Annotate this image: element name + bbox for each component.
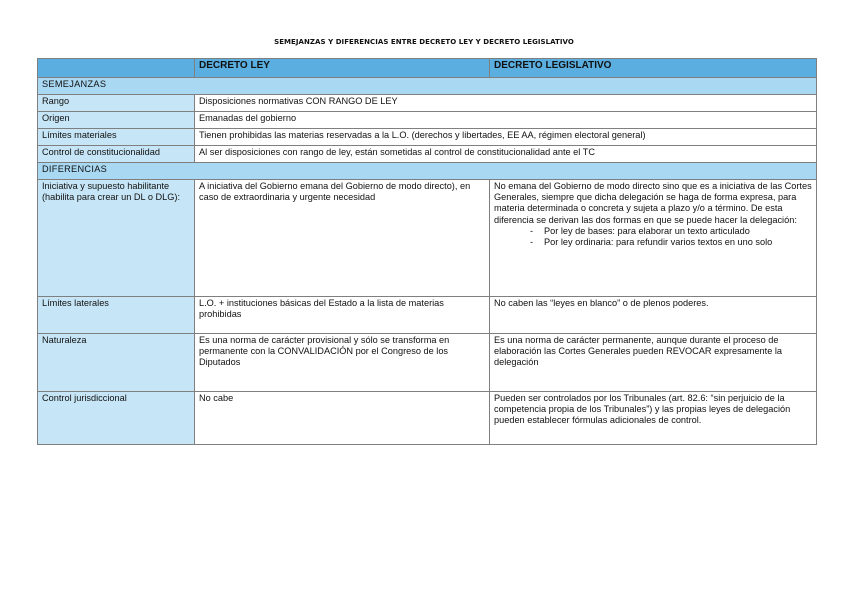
comparison-table — [37, 58, 817, 445]
row-value-limites-materiales: Tienen prohibidas las materias reservadas a la L.O. (derechos y libertades, EE AA, régimen electoral general) — [195, 129, 817, 146]
table-row — [38, 112, 817, 129]
row-label-control-jurisdiccional: Control jurisdiccional — [38, 392, 195, 445]
row-label-limites-materiales: Límites materiales — [38, 129, 195, 146]
delegacion-list — [494, 226, 812, 248]
section-label-semejanzas: SEMEJANZAS — [38, 78, 817, 95]
table-row — [38, 334, 817, 392]
section-row-diferencias — [38, 163, 817, 180]
header-empty-cell — [38, 59, 195, 78]
table-row — [38, 297, 817, 334]
row-decreto-ley-iniciativa: A iniciativa del Gobierno emana del Gobierno de modo directo), en caso de extraordinaria y urgente necesidad — [195, 180, 490, 297]
row-label-limites-laterales: Límites laterales — [38, 297, 195, 334]
table-row — [38, 392, 817, 445]
row-decreto-ley-control-jurisdiccional: No cabe — [195, 392, 490, 445]
row-value-control-constitucionalidad: Al ser disposiciones con rango de ley, están sometidas al control de constitucionalidad ante el TC — [195, 146, 817, 163]
row-decreto-legislativo-control-jurisdiccional: Pueden ser controlados por los Tribunales (art. 82.6: “sin perjuicio de la competencia propia de los Tribunales”) y las propias leyes de delegación pueden establecer fórmulas adicionales de control. — [490, 392, 817, 445]
table-row — [38, 180, 817, 297]
row-decreto-legislativo-iniciativa — [490, 180, 817, 297]
row-decreto-legislativo-naturaleza: Es una norma de carácter permanente, aunque durante el proceso de elaboración las Cortes Generales pueden REVOCAR expresamente la delegación — [490, 334, 817, 392]
row-label-iniciativa: Iniciativa y supuesto habilitante (habilita para crear un DL o DLG): — [38, 180, 195, 297]
table-header-row — [38, 59, 817, 78]
row-label-origen: Origen — [38, 112, 195, 129]
row-decreto-ley-limites-laterales: L.O. + instituciones básicas del Estado a la lista de materias prohibidas — [195, 297, 490, 334]
iniciativa-paragraph: No emana del Gobierno de modo directo sino que es a iniciativa de las Cortes Generales, siempre que dicha delegación se haga de forma expresa, para materia determinada o concreta y sujeta a plazo y/o a término. De esta diferencia se derivan las dos formas en que se puede hacer la delegación: — [494, 181, 812, 225]
header-decreto-legislativo: DECRETO LEGISLATIVO — [490, 59, 817, 78]
header-decreto-ley: DECRETO LEY — [195, 59, 490, 78]
table-row — [38, 95, 817, 112]
row-label-rango: Rango — [38, 95, 195, 112]
list-item: - Por ley ordinaria: para refundir varios textos en uno solo — [544, 237, 812, 248]
table-row — [38, 129, 817, 146]
section-label-diferencias: DIFERENCIAS — [38, 163, 817, 180]
row-value-rango: Disposiciones normativas CON RANGO DE LEY — [195, 95, 817, 112]
page-title: SEMEJANZAS Y DIFERENCIAS ENTRE DECRETO LEY Y DECRETO LEGISLATIVO — [274, 38, 574, 46]
row-label-naturaleza: Naturaleza — [38, 334, 195, 392]
section-row-semejanzas — [38, 78, 817, 95]
row-value-origen: Emanadas del gobierno — [195, 112, 817, 129]
row-decreto-legislativo-limites-laterales: No caben las “leyes en blanco” o de plenos poderes. — [490, 297, 817, 334]
row-label-control-constitucionalidad: Control de constitucionalidad — [38, 146, 195, 163]
list-item: - Por ley de bases: para elaborar un texto articulado — [544, 226, 812, 237]
row-decreto-ley-naturaleza: Es una norma de carácter provisional y sólo se transforma en permanente con la CONVALIDACIÓN por el Congreso de los Diputados — [195, 334, 490, 392]
table-row — [38, 146, 817, 163]
